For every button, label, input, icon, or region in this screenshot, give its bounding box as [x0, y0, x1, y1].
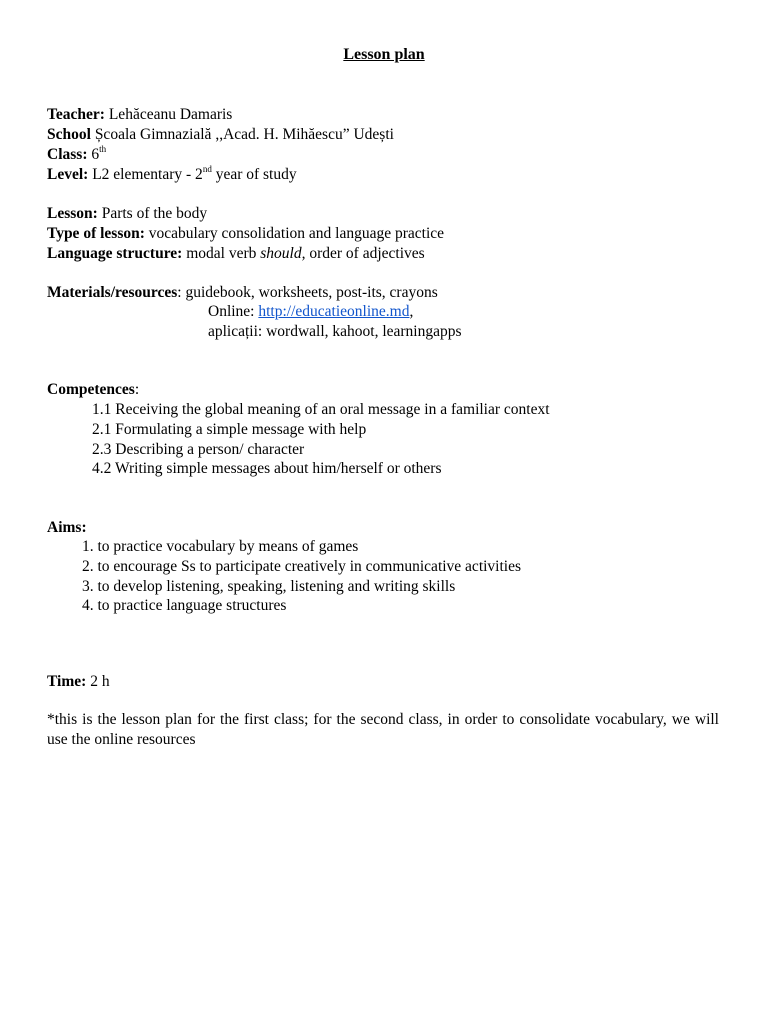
competence-item: 1.1 Receiving the global meaning of an oral message in a familiar context [92, 401, 550, 418]
online-after: , [409, 303, 414, 320]
language-structure-line [47, 244, 425, 264]
class-superscript: th [99, 144, 107, 154]
language-structure-value-before: modal verb [182, 245, 261, 262]
level-line [47, 165, 297, 185]
footnote: *this is the lesson plan for the first class; for the second class, in order to consolidate vocabulary, we will use the online resources [47, 711, 719, 748]
competences-heading [47, 380, 139, 400]
aim-item: 4. to practice language structures [82, 597, 287, 614]
language-structure-label: Language structure: [47, 245, 183, 262]
competence-item: 2.3 Describing a person/ character [92, 441, 305, 458]
online-label: Online: [208, 303, 259, 320]
type-of-lesson-value: vocabulary consolidation and language practice [144, 225, 445, 242]
teacher-line [47, 105, 232, 125]
class-line [47, 145, 106, 165]
type-of-lesson-line [47, 224, 444, 244]
competence-item: 4.2 Writing simple messages about him/herself or others [92, 460, 442, 477]
time-label: Time: [47, 673, 87, 690]
school-line [47, 125, 394, 145]
page-title: Lesson plan [343, 46, 425, 63]
teacher-label: Teacher: [47, 106, 105, 123]
competences-colon: : [134, 381, 140, 398]
aim-item: 2. to encourage Ss to participate creatively in communicative activities [82, 558, 522, 575]
time-line [47, 672, 110, 692]
materials-online-line [208, 302, 413, 322]
lesson-label: Lesson: [47, 205, 98, 222]
teacher-value: Lehăceanu Damaris [104, 106, 233, 123]
materials-label: Materials/resources [47, 284, 178, 301]
school-label: School [47, 126, 91, 143]
level-value-after: year of study [211, 166, 297, 183]
aim-item: 3. to develop listening, speaking, listening and writing skills [82, 578, 456, 595]
competences-label: Competences [47, 381, 135, 398]
school-value: Școala Gimnazială ,,Acad. H. Mihăescu” Udești [90, 126, 394, 143]
materials-line [47, 283, 438, 303]
class-label: Class: [47, 146, 88, 163]
aims-heading: Aims: [47, 519, 87, 536]
type-of-lesson-label: Type of lesson: [47, 225, 145, 242]
language-structure-value-after: order of adjectives [305, 245, 425, 262]
aim-item: 1. to practice vocabulary by means of games [82, 538, 359, 555]
language-structure-italic: should, [260, 245, 306, 262]
online-link[interactable]: http://educatieonline.md [258, 303, 410, 320]
materials-value: : guidebook, worksheets, post-its, crayons [177, 284, 438, 301]
time-value: 2 h [86, 673, 110, 690]
competence-item: 2.1 Formulating a simple message with help [92, 421, 367, 438]
level-superscript: nd [202, 164, 212, 174]
lesson-line [47, 204, 207, 224]
class-value: 6 [87, 146, 100, 163]
level-value-before: L2 elementary - 2 [88, 166, 203, 183]
materials-apps-line: aplicații: wordwall, kahoot, learningapps [208, 323, 462, 340]
lesson-value: Parts of the body [97, 205, 208, 222]
level-label: Level: [47, 166, 89, 183]
